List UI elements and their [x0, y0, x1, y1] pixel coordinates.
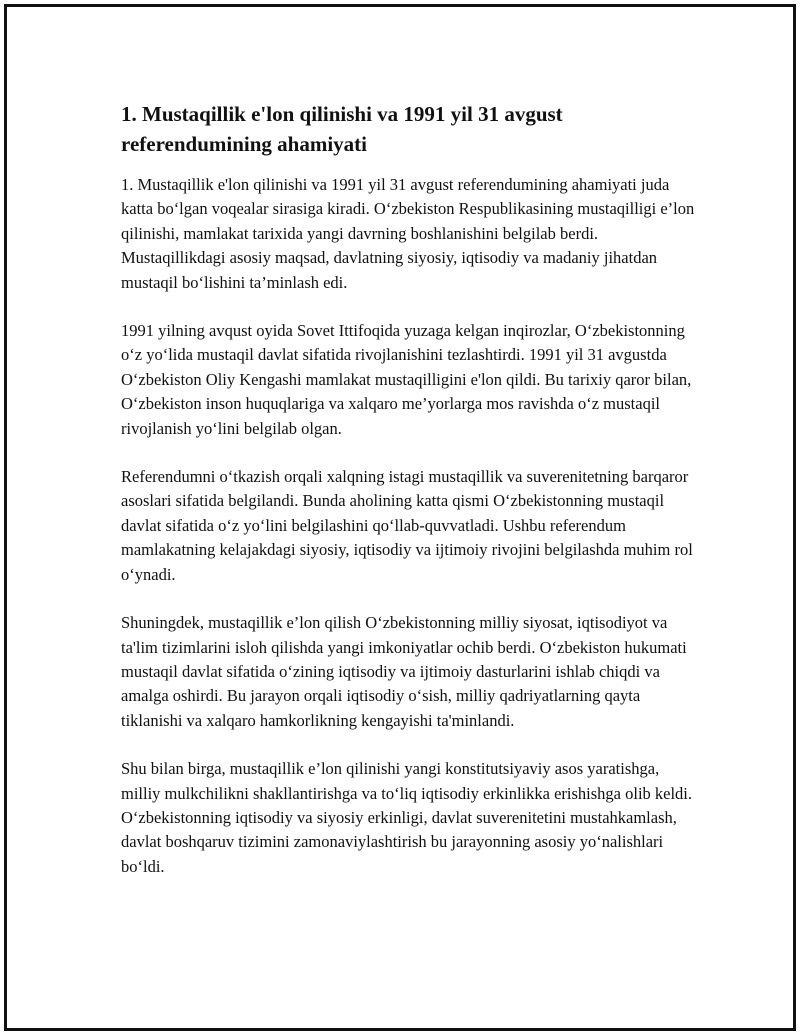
- paragraph-4: Shuningdek, mustaqillik e’lon qilish O‘zbekistonning milliy siyosat, iqtisodiyot va ta'lim tizimlarini isloh qilishda yangi imkoniyatlar ochib berdi. O‘zbekiston hukumati mustaqil davlat sifatida o‘zining iqtisodiy va ijtimoiy dasturlarini ishlab chiqdi va amalga oshirdi. Bu jarayon orqali iqtisodiy o‘sish, milliy qadriyatlarning qayta tiklanishi va xalqaro hamkorlikning kengayishi ta'minlandi.: [121, 613, 687, 730]
- paragraph-1: 1. Mustaqillik e'lon qilinishi va 1991 yil 31 avgust referendumining ahamiyati juda katta bo‘lgan voqealar sirasiga kiradi. O‘zbekiston Respublikasining mustaqilligi e’lon qilinishi, mamlakat tarixida yangi davrning boshlanishini belgilab berdi. Mustaqillikdagi asosiy maqsad, davlatning siyosiy, iqtisodiy va madaniy jihatdan mustaqil bo‘lishini ta’minlash edi.: [121, 175, 695, 292]
- paragraph-2: 1991 yilning avqust oyida Sovet Ittifoqida yuzaga kelgan inqirozlar, O‘zbekistonning o‘z yo‘lida mustaqil davlat sifatida rivojlanishini tezlashtirdi. 1991 yil 31 avgustda O‘zbekiston Oliy Kengashi mamlakat mustaqilligini e'lon qildi. Bu tarixiy qaror bilan, O‘zbekiston inson huquqlariga va xalqaro me’yorlarga mos ravishda o‘z mustaqil rivojlanish yo‘lini belgilab olgan.: [121, 321, 692, 438]
- paragraph-5: Shu bilan birga, mustaqillik e’lon qilinishi yangi konstitutsiyaviy asos yaratishga, milliy mulkchilikni shakllantirishga va to‘liq iqtisodiy erkinlikka erishishga olib keldi. O‘zbekistonning iqtisodiy va siyosiy erkinligi, davlat suverenitetini mustahkamlash, davlat boshqaruv tizimini zamonaviylashtirish bu jarayonning asosiy yo‘nalishlari bo‘ldi.: [121, 759, 693, 876]
- paragraph-3: Referendumni o‘tkazish orqali xalqning istagi mustaqillik va suverenitetning barqaror asoslari sifatida belgilandi. Bunda aholining katta qismi O‘zbekistonning mustaqil davlat sifatida o‘z yo‘lini belgilashini qo‘llab-quvvatladi. Ushbu referendum mamlakatning kelajakdagi siyosiy, iqtisodiy va ijtimoiy rivojini belgilashda muhim rol o‘ynadi.: [121, 467, 693, 584]
- page-title: 1. Mustaqillik e'lon qilinishi va 1991 yil 31 avgust referendumining ahamiyati: [121, 102, 563, 156]
- document-body: [121, 99, 701, 903]
- page-frame: [4, 4, 796, 1031]
